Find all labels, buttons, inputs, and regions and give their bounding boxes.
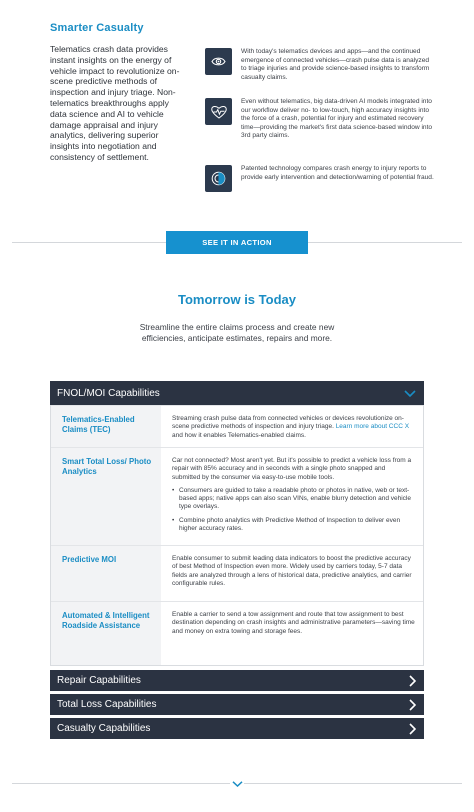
accordion-title: FNOL/MOI Capabilities xyxy=(57,387,160,399)
chevron-right-icon[interactable] xyxy=(409,670,416,691)
accordion-header-repair[interactable] xyxy=(50,670,424,691)
scroll-down-chevron-icon[interactable] xyxy=(230,779,244,789)
capability-label: Smart Total Loss/ Photo Analytics xyxy=(51,448,161,545)
accordion-title: Total Loss Capabilities xyxy=(57,699,157,710)
feature-item xyxy=(205,98,435,141)
feature-item xyxy=(205,165,435,192)
chevron-down-icon[interactable] xyxy=(404,381,416,405)
divider xyxy=(308,242,462,243)
learn-more-ccc-x-link[interactable]: Learn more about CCC X xyxy=(335,423,410,431)
section-title-smarter-casualty: Smarter Casualty xyxy=(50,22,144,34)
section-subtitle: Streamline the entire claims process and create new efficiencies, anticipate estimates, repairs and more. xyxy=(139,322,335,343)
capability-text: Car not connected? Most aren't yet. But it's possible to predict a vehicle loss from a repair with 85% accuracy and in seconds with a single photo snapped and submitted by the consumer via easy-to-use mobile tools. xyxy=(172,457,412,481)
capability-row xyxy=(51,447,423,545)
heart-pulse-icon xyxy=(205,98,232,125)
accordion-header-total-loss[interactable] xyxy=(50,694,424,715)
accordion-total-loss xyxy=(50,694,424,715)
capability-label: Predictive MOI xyxy=(51,546,161,601)
capability-label: Telematics-Enabled Claims (TEC) xyxy=(51,406,161,447)
feature-text: Patented technology compares crash energy to injury reports to provide early intervention and detection/warning of potential fraud. xyxy=(241,165,434,181)
capability-label: Automated & Intelligent Roadside Assistance xyxy=(51,602,161,665)
accordion-header-casualty[interactable] xyxy=(50,718,424,739)
eye-icon xyxy=(205,48,232,75)
capability-description xyxy=(161,406,423,447)
list-item: • Combine photo analytics with Predictive Method of Inspection to deliver even higher accuracy rates. xyxy=(172,517,415,534)
feature-text: With today's telematics devices and apps—and the continued emergence of connected vehicles—crash pulse data is analyzed to triage injuries and provide science-based insights to transform casualty claims. xyxy=(241,48,430,81)
feature-item xyxy=(205,48,435,82)
section-title-tomorrow: Tomorrow is Today xyxy=(178,292,296,307)
shield-toggle-icon xyxy=(205,165,232,192)
accordion-title: Repair Capabilities xyxy=(57,675,141,686)
capability-text-suffix: and how it enables Telematics-enabled claims. xyxy=(172,431,306,439)
see-it-in-action-button[interactable]: SEE IT IN ACTION xyxy=(166,231,308,254)
section-intro-text: Telematics crash data provides instant insights on the energy of vehicle impact to revolutionize on-scene predictive methods of inspection and injury triage. Non-telematics breakthroughs apply data science and AI to vehicle damage appraisal and injury analytics, delivering superior insights into negotiation and consistency of settlement. xyxy=(50,44,180,162)
accordion-header-fnol-moi[interactable] xyxy=(50,381,424,405)
accordion-repair xyxy=(50,670,424,691)
feature-text: Even without telematics, big data-driven AI models integrated into our workflow deliver no- to low-touch, high accuracy insights into the force of a crash, potential for injury and estimated recovery time—providing the market's first data science-based window into 3rd party claims. xyxy=(241,98,433,140)
list-item: • Consumers are guided to take a readable photo or photos in native, web or text-based apps; native apps can also scan VINs, enable blurry detection and vehicle type overlays. xyxy=(172,487,415,512)
accordion-fnol-moi xyxy=(50,381,424,666)
capability-description xyxy=(161,448,423,545)
capability-bullet-list xyxy=(172,487,415,533)
capability-description: Enable a carrier to send a tow assignment and route that tow assignment to best destination depending on crash insights and administrative parameters—saving time and money on extra towing and storage fees. xyxy=(172,611,415,635)
capability-row xyxy=(51,405,423,447)
chevron-right-icon[interactable] xyxy=(409,694,416,715)
capability-text: Streaming crash pulse data from connected vehicles or devices revolutionize on-scene predictive methods of inspection and injury triage. xyxy=(172,415,404,431)
capability-description: Enable consumer to submit leading data indicators to boost the predictive accuracy of best Method of Inspection even more. Widely used by carriers today, 5-7 data fields are analyzed through a lens of historical data, predictive analytics, and carrier configurable rules. xyxy=(172,555,412,587)
capability-row xyxy=(51,601,423,665)
chevron-right-icon[interactable] xyxy=(409,718,416,739)
accordion-casualty xyxy=(50,718,424,739)
divider xyxy=(12,242,166,243)
accordion-title: Casualty Capabilities xyxy=(57,723,151,734)
capability-row xyxy=(51,545,423,601)
